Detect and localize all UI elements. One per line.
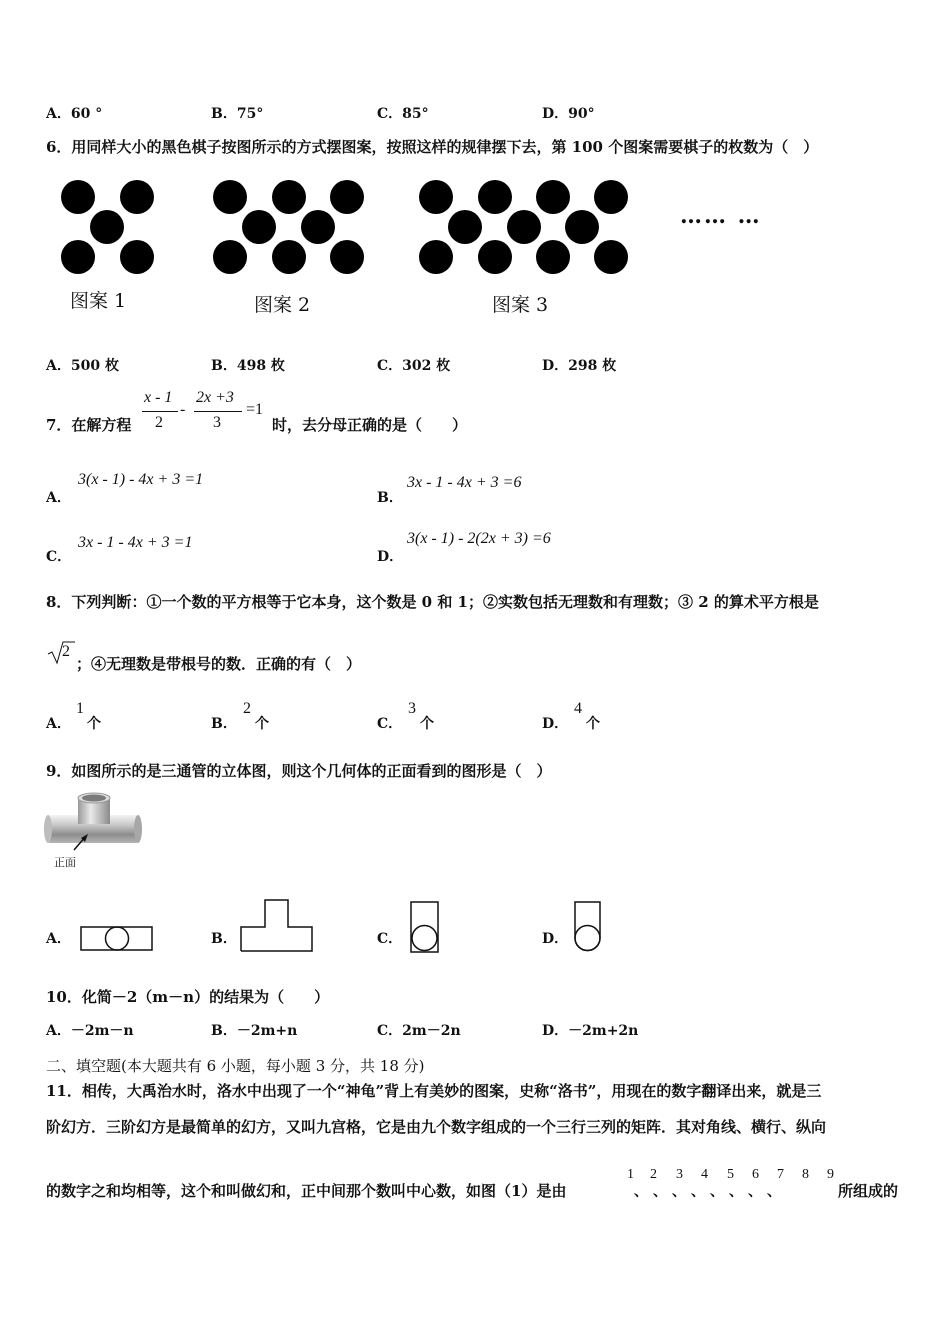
- q11-digit-2: 2: [650, 1167, 657, 1182]
- q7-option-d: 3(x - 1) - 2(2x + 3) =6: [407, 530, 551, 547]
- stone: [448, 210, 482, 244]
- q6-caption-1: 图案 1: [70, 290, 127, 312]
- q11-line1: 11．相传，大禹治水时，洛水中出现了一个“神龟”背上有美妙的图案，史称“洛书”，用现在的数字翻译出来，就是三: [46, 1082, 822, 1100]
- q8-num-b: 2: [243, 700, 251, 717]
- q7-label-c: C．: [46, 549, 72, 565]
- q9-label-d: D．: [542, 931, 569, 947]
- q7-frac2-bar: [194, 411, 242, 412]
- q9-text: 9．如图所示的是三通管的立体图，则这个几何体的正面看到的图形是（ ）: [46, 762, 552, 780]
- q8-line2: ；④无理数是带根号的数．正确的有（ ）: [76, 655, 362, 673]
- section-heading: 二、填空题(本大题共有 6 小题，每小题 3 分，共 18 分): [46, 1057, 425, 1075]
- q8-sqrt-radicand: 2: [62, 643, 70, 660]
- stone: [594, 180, 628, 214]
- q6-caption-2: 图案 2: [254, 294, 311, 316]
- stone: [478, 180, 512, 214]
- stone: [301, 210, 335, 244]
- q7-equals-one: =1: [246, 401, 264, 418]
- q7-frac2-denominator: 3: [213, 414, 221, 431]
- q7-option-a: 3(x - 1) - 4x + 3 =1: [78, 471, 204, 488]
- stone: [419, 180, 453, 214]
- q9-label-b: B．: [211, 931, 237, 947]
- q8-label-d: D．: [542, 716, 569, 732]
- stone: [536, 180, 570, 214]
- q10-option-a: A．－2m－n: [46, 1023, 134, 1039]
- q8-line1: 8．下列判断：①一个数的平方根等于它本身，这个数是 0 和 1；②实数包括无理数和有理数；③ 2 的算术平方根是: [46, 593, 819, 611]
- q11-line3-suffix: 所组成的: [838, 1182, 899, 1200]
- q11-line2: 阶幻方．三阶幻方是最简单的幻方，又叫九宫格，它是由九个数字组成的一个三行三列的矩阵．其对角线、横行、纵向: [46, 1118, 827, 1136]
- stone: [272, 180, 306, 214]
- q8-unit-b: 个: [255, 716, 269, 732]
- stone: [330, 180, 364, 214]
- q6-option-a: A．500 枚: [46, 358, 119, 374]
- q8-num-c: 3: [408, 700, 416, 717]
- stone: [272, 240, 306, 274]
- stone: [213, 240, 247, 274]
- stone: [213, 180, 247, 214]
- q10-option-c: C．2m－2n: [377, 1023, 461, 1039]
- q7-frac1-bar: [142, 411, 178, 412]
- q9-label-c: C．: [377, 931, 403, 947]
- tee-pipe-image: [44, 793, 144, 853]
- stone: [120, 240, 154, 274]
- q11-digit-7: 7: [777, 1167, 784, 1182]
- q7-label-b: B．: [377, 490, 403, 506]
- stone: [61, 240, 95, 274]
- q5-option-b: B．75°: [211, 106, 264, 122]
- stone: [419, 240, 453, 274]
- stone: [536, 240, 570, 274]
- q7-option-c: 3x - 1 - 4x + 3 =1: [78, 534, 193, 551]
- q9-option-c-figure: [409, 900, 441, 954]
- q11-line3-prefix: 的数字之和均相等，这个和叫做幻和，正中间那个数叫中心数，如图（1）是由: [46, 1182, 567, 1200]
- stone: [507, 210, 541, 244]
- q7-prefix: 7．在解方程: [46, 416, 132, 434]
- q9-option-b-figure: [240, 898, 316, 954]
- q11-digit-9: 9: [827, 1167, 834, 1182]
- stone: [242, 210, 276, 244]
- stone: [594, 240, 628, 274]
- q7-label-d: D．: [377, 549, 404, 565]
- stone: [565, 210, 599, 244]
- q10-option-b: B．－2m+n: [211, 1023, 298, 1039]
- q8-label-c: C．: [377, 716, 403, 732]
- q6-option-c: C．302 枚: [377, 358, 451, 374]
- q9-label-a: A．: [46, 931, 71, 947]
- q7-frac1-numerator: x - 1: [144, 389, 173, 406]
- q8-unit-c: 个: [420, 716, 434, 732]
- q8-label-a: A．: [46, 716, 71, 732]
- q6-option-d: D．298 枚: [542, 358, 617, 374]
- q8-unit-a: 个: [87, 716, 101, 732]
- q6-ellipsis: …… …: [680, 203, 762, 229]
- q8-label-b: B．: [211, 716, 237, 732]
- q9-option-a-figure: [80, 925, 154, 953]
- q6-text: 6．用同样大小的黑色棋子按图所示的方式摆图案，按照这样的规律摆下去，第 100 个图案需要棋子的枚数为（ ）: [46, 138, 819, 156]
- q5-option-a: A．60 °: [46, 106, 103, 122]
- q11-digit-4: 4: [701, 1167, 708, 1182]
- q6-caption-3: 图案 3: [492, 294, 549, 316]
- stone: [330, 240, 364, 274]
- q9-option-d-figure: [573, 900, 603, 954]
- q5-option-c: C．85°: [377, 106, 429, 122]
- q8-num-d: 4: [574, 700, 582, 717]
- q7-frac1-denominator: 2: [155, 414, 163, 431]
- q7-minus: -: [180, 401, 186, 418]
- q10-text: 10．化简－2（m－n）的结果为（ ）: [46, 988, 330, 1006]
- q5-option-d: D．90°: [542, 106, 595, 122]
- q11-digit-3: 3: [676, 1167, 683, 1182]
- q7-suffix: 时，去分母正确的是（ ）: [272, 416, 468, 434]
- stone: [120, 180, 154, 214]
- q11-digit-8: 8: [802, 1167, 809, 1182]
- q11-digit-separators: 、、、、、、、、: [634, 1184, 793, 1200]
- q7-option-b: 3x - 1 - 4x + 3 =6: [407, 474, 522, 491]
- q11-digit-5: 5: [727, 1167, 734, 1182]
- q11-digit-6: 6: [752, 1167, 759, 1182]
- stone: [90, 210, 124, 244]
- stone: [61, 180, 95, 214]
- q11-digit-1: 1: [627, 1167, 634, 1182]
- q7-frac2-numerator: 2x +3: [196, 389, 234, 406]
- q8-num-a: 1: [76, 700, 84, 717]
- stone: [478, 240, 512, 274]
- q6-option-b: B．498 枚: [211, 358, 285, 374]
- q9-front-label: 正面: [54, 856, 76, 869]
- q7-label-a: A．: [46, 490, 71, 506]
- q8-unit-d: 个: [586, 716, 600, 732]
- q10-option-d: D．－2m+2n: [542, 1023, 639, 1039]
